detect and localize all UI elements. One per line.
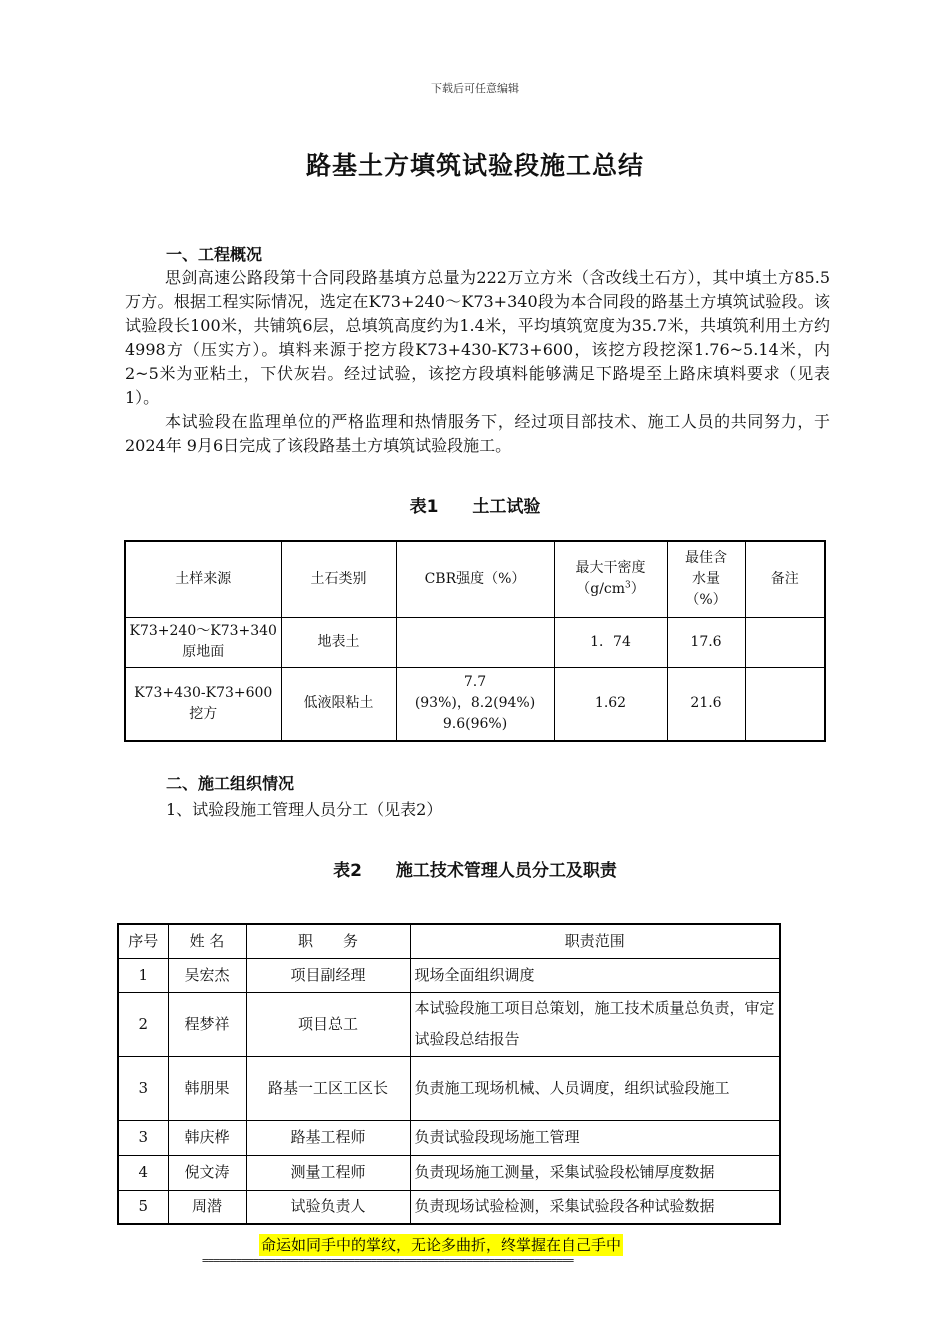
- cbr-line1: 7.7: [463, 674, 487, 691]
- table-row: [125, 667, 825, 741]
- header-category: 土石类别: [281, 541, 396, 617]
- cell-name: 程梦祥: [168, 992, 246, 1056]
- cell-duty: 负责试验段现场施工管理: [410, 1120, 780, 1155]
- cell-cbr: [396, 667, 554, 741]
- header-remark: 备注: [745, 541, 825, 617]
- header-position: 职 务: [246, 924, 410, 958]
- cell-no: 2: [118, 992, 168, 1056]
- table-row: [118, 1155, 780, 1190]
- cell-name: 周潜: [168, 1190, 246, 1224]
- table-row: [118, 1056, 780, 1120]
- header-name: 姓 名: [168, 924, 246, 958]
- table-header-row: [118, 924, 780, 958]
- table-row: [125, 617, 825, 667]
- header-moisture-line1: 最佳含: [685, 549, 727, 566]
- table-row: [118, 1190, 780, 1224]
- cell-position: 项目总工: [246, 992, 410, 1056]
- cell-position: 项目副经理: [246, 958, 410, 992]
- header-moisture: [667, 541, 745, 617]
- cell-position: 路基一工区工区长: [246, 1056, 410, 1120]
- cell-name: 韩庆桦: [168, 1120, 246, 1155]
- cell-duty: 负责施工现场机械、人员调度，组织试验段施工: [410, 1056, 780, 1120]
- table1-caption: 表1 土工试验: [409, 497, 541, 517]
- paragraph-completion: 本试验段在监理单位的严格监理和热情服务下，经过项目部技术、施工人员的共同努力，于2024年 9月6日完成了该段路基土方填筑试验段施工。: [125, 412, 830, 455]
- cell-remark: [745, 617, 825, 667]
- cell-name: 倪文涛: [168, 1155, 246, 1190]
- cell-duty: 负责现场施工测量，采集试验段松铺厚度数据: [410, 1155, 780, 1190]
- table-row: [118, 1120, 780, 1155]
- section2-heading: 二、施工组织情况: [166, 774, 295, 793]
- header-no: 序号: [118, 924, 168, 958]
- header-density-line2: [557, 579, 665, 600]
- source-line1: K73+430-K73+600: [134, 684, 273, 701]
- header-moisture-line2: 水量: [692, 570, 720, 587]
- footer-motto: 命运如同手中的掌纹，无论多曲折，终掌握在自己手中: [261, 1236, 622, 1254]
- density-unit-suffix: ）: [630, 581, 645, 598]
- density-unit-prefix: （g/cm: [576, 581, 626, 598]
- source-line2: 原地面: [182, 644, 225, 660]
- cell-duty: 本试验段施工项目总策划，施工技术质量总负责，审定试验段总结报告: [410, 992, 780, 1056]
- header-density: [554, 541, 667, 617]
- source-line1: K73+240～K73+340: [129, 623, 277, 639]
- cell-category: 地表土: [281, 617, 396, 667]
- section2-sub1: 1、试验段施工管理人员分工（见表2）: [166, 800, 443, 819]
- footer-rule: ==================================================================: [202, 1254, 574, 1267]
- header-source: 土样来源: [125, 541, 281, 617]
- cbr-line3: 9.6(96%): [442, 716, 508, 733]
- soil-test-table: [124, 540, 826, 742]
- cell-cbr: [396, 617, 554, 667]
- table2-caption: 表2 施工技术管理人员分工及职责: [333, 861, 617, 881]
- section1-body: [125, 266, 830, 458]
- table-header-row: [125, 541, 825, 617]
- paragraph-project-overview: 思剑高速公路段第十合同段路基填方总量为222万立方米（含改线土石方），其中填土方85.5万方。根据工程实际情况，选定在K73+240～K73+340段为本合同段的路基土方填筑试验段。该试验段长100米，共铺筑6层，总填筑高度约为1.4米，平均填筑宽度为35.7米，共填筑利用土方约4998方（压实方）。填料来源于挖方段K73+430-K73+600，该挖方段挖深1.76~5.14米，内2~5米为亚粘土，下伏灰岩。经过试验，该挖方段填料能够满足下路堤至上路床填料要求（见表1）。: [125, 268, 830, 407]
- cell-density: 1．74: [554, 617, 667, 667]
- cell-no: 3: [118, 1120, 168, 1155]
- cell-position: 路基工程师: [246, 1120, 410, 1155]
- cell-moisture: 17.6: [667, 617, 745, 667]
- cell-no: 4: [118, 1155, 168, 1190]
- cell-name: 韩朋果: [168, 1056, 246, 1120]
- header-note: 下载后可任意编辑: [431, 82, 519, 95]
- density-unit-sup: 3: [625, 580, 631, 591]
- cell-position: 试验负责人: [246, 1190, 410, 1224]
- staff-duty-table: [117, 923, 781, 1225]
- cell-remark: [745, 667, 825, 741]
- header-cbr: CBR强度（%）: [396, 541, 554, 617]
- cell-moisture: 21.6: [667, 667, 745, 741]
- document-title: 路基土方填筑试验段施工总结: [305, 151, 644, 180]
- header-duty: 职责范围: [410, 924, 780, 958]
- cell-source: [125, 667, 281, 741]
- cell-duty: 负责现场试验检测，采集试验段各种试验数据: [410, 1190, 780, 1224]
- cell-no: 1: [118, 958, 168, 992]
- table-row: [118, 958, 780, 992]
- cell-category: 低液限粘土: [281, 667, 396, 741]
- cell-position: 测量工程师: [246, 1155, 410, 1190]
- cell-density: 1.62: [554, 667, 667, 741]
- cell-no: 5: [118, 1190, 168, 1224]
- cbr-line2: (93%)，8.2(94%): [414, 695, 536, 712]
- cell-name: 吴宏杰: [168, 958, 246, 992]
- table-row: [118, 992, 780, 1056]
- source-line2: 挖方: [189, 705, 218, 722]
- cell-no: 3: [118, 1056, 168, 1120]
- cell-source: [125, 617, 281, 667]
- cell-duty: 现场全面组织调度: [410, 958, 780, 992]
- header-moisture-line3: （%）: [685, 591, 727, 608]
- section1-heading: 一、工程概况: [166, 245, 263, 264]
- header-density-line1: 最大干密度: [575, 560, 646, 577]
